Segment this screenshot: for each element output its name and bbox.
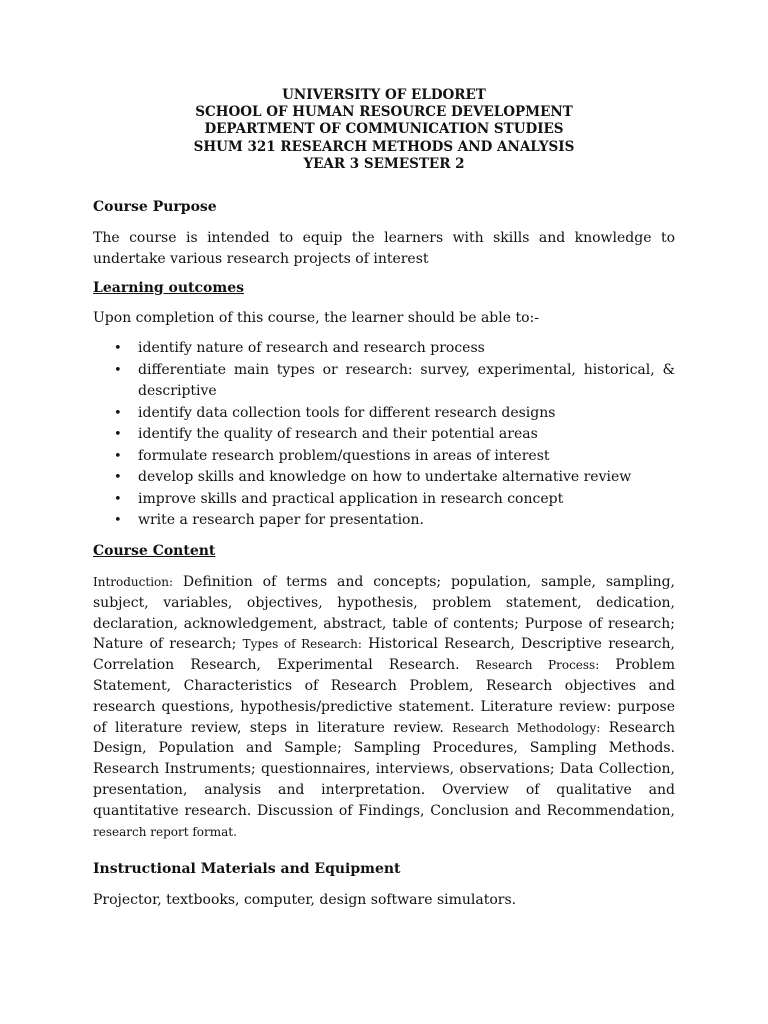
intro-label: Introduction:: [93, 575, 174, 589]
learning-outcomes-heading: Learning outcomes: [93, 280, 244, 296]
bullet-icon: •: [114, 362, 122, 378]
process-text: Problem Statement, Characteristics of Research Problem, Research objectives and research questions, hypothesis/predictive statement. Literature review: purpose of literature review, steps in literature review.: [93, 657, 675, 736]
learning-outcome-item: [93, 403, 675, 425]
learning-outcome-text: identify nature of research and research process: [138, 340, 485, 356]
university-name: UNIVERSITY OF ELDORET: [282, 87, 486, 103]
school-name: SCHOOL OF HUMAN RESOURCE DEVELOPMENT: [195, 104, 573, 121]
learning-outcome-item: [93, 360, 675, 403]
learning-outcomes-list: [93, 338, 675, 532]
course-purpose-heading: Course Purpose: [93, 199, 217, 215]
materials-text: Projector, textbooks, computer, design software simulators.: [93, 892, 517, 908]
learning-outcome-item: [93, 338, 675, 360]
learning-outcome-item: [93, 489, 675, 511]
methodology-label: Research Methodology:: [452, 720, 601, 735]
learning-outcome-text: identify data collection tools for different research designs: [138, 404, 556, 421]
department-name: DEPARTMENT OF COMMUNICATION STUDIES: [204, 121, 564, 138]
learning-outcome-item: [93, 467, 675, 489]
document-header: [0, 87, 768, 173]
learning-outcome-item: [93, 446, 675, 468]
bullet-icon: •: [114, 470, 122, 485]
bullet-icon: •: [114, 491, 122, 507]
intro-text: Definition of terms and concepts; population, sample, sampling, subject, variables, objectives, hypothesis, problem statement, dedication, declaration, acknowledgement, abstract, table of contents; Purpose of research; Nature of research;: [93, 574, 675, 653]
learning-outcome-text: formulate research problem/questions in areas of interest: [138, 447, 550, 464]
learning-outcome-item: [93, 424, 675, 446]
semester-label: YEAR 3 SEMESTER 2: [303, 155, 465, 172]
bullet-icon: •: [114, 405, 122, 421]
types-label: Types of Research:: [242, 637, 362, 652]
learning-outcome-text: differentiate main types or research: survey, experimental, historical, & descriptive: [138, 361, 675, 399]
learning-outcome-item: [93, 510, 675, 532]
learning-outcomes-intro: Upon completion of this course, the learner should be able to:-: [93, 310, 539, 326]
methodology-text: Research Design, Population and Sample; Sampling Procedures, Sampling Methods. Research Instruments; questionnaires, interviews, observations; Data Collection, presentation, analysis and interpretation. Overview of qualitative and quantitative research. Discussion of Findings, Conclusion and Recommendation,: [93, 719, 675, 819]
bullet-icon: •: [114, 448, 122, 464]
learning-outcome-text: improve skills and practical application in research concept: [138, 490, 564, 507]
learning-outcome-text: write a research paper for presentation.: [138, 512, 424, 528]
bullet-icon: •: [114, 341, 122, 356]
learning-outcomes-section: [93, 278, 675, 532]
bullet-icon: •: [114, 427, 122, 442]
course-content-heading: Course Content: [93, 543, 216, 559]
course-purpose-text: The course is intended to equip the learners with skills and knowledge to undertake various research projects of interest: [93, 230, 675, 267]
process-label: Research Process:: [475, 658, 600, 673]
bullet-icon: •: [114, 513, 122, 528]
learning-outcome-text: identify the quality of research and their potential areas: [138, 426, 538, 442]
report-format-text: research report format.: [93, 824, 237, 839]
course-purpose-section: [93, 197, 675, 270]
course-content-text: [93, 572, 675, 842]
learning-outcome-text: develop skills and knowledge on how to undertake alternative review: [138, 469, 632, 485]
course-content-section: [93, 541, 675, 842]
materials-heading: Instructional Materials and Equipment: [93, 861, 401, 877]
course-title: SHUM 321 RESEARCH METHODS AND ANALYSIS: [193, 138, 575, 155]
materials-section: [93, 859, 675, 911]
types-text: Historical Research, Descriptive research, Correlation Research, Experimental Research.: [93, 636, 675, 674]
